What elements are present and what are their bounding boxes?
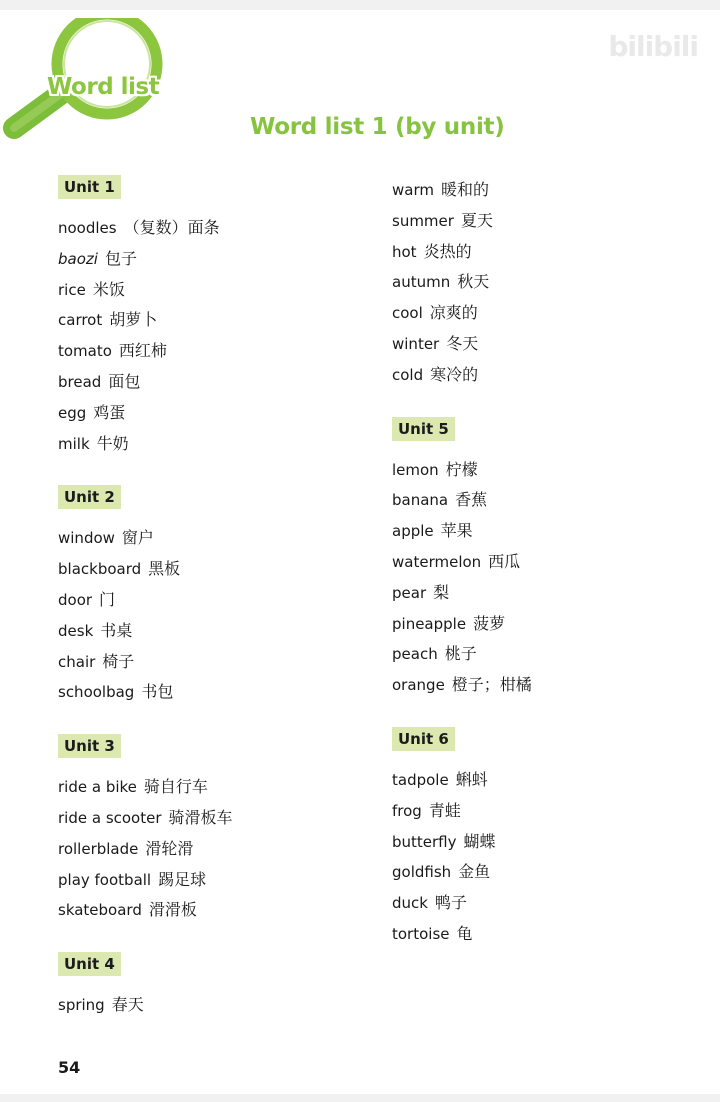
word-entry xyxy=(392,578,532,609)
chinese-meaning: 书包 xyxy=(141,682,174,702)
word-entry xyxy=(392,206,532,237)
english-word: tadpole xyxy=(392,770,449,789)
word-entry xyxy=(392,485,532,516)
english-word: pear xyxy=(392,583,427,602)
english-word: tomato xyxy=(58,342,112,361)
word-entry xyxy=(58,523,233,554)
word-entry xyxy=(58,429,233,460)
chinese-meaning: 踢足球 xyxy=(158,869,207,889)
right-column xyxy=(392,175,532,950)
word-entry xyxy=(58,213,233,244)
word-entry xyxy=(58,305,233,336)
word-entry xyxy=(58,803,233,834)
english-word: orange xyxy=(392,676,445,695)
word-entry xyxy=(392,298,532,329)
chinese-meaning: 包子 xyxy=(104,248,137,268)
chinese-meaning: 鸭子 xyxy=(434,893,467,913)
english-word: lemon xyxy=(392,460,439,479)
chinese-meaning: 金鱼 xyxy=(458,862,491,882)
chinese-meaning: 冬天 xyxy=(446,333,479,353)
english-word: hot xyxy=(392,242,417,261)
chinese-meaning: 黑板 xyxy=(148,559,181,579)
chinese-meaning: 菠萝 xyxy=(473,613,506,633)
word-entry xyxy=(392,237,532,268)
section-gap xyxy=(58,459,233,485)
english-word: watermelon xyxy=(392,552,482,571)
english-word: winter xyxy=(392,334,440,353)
english-word: tortoise xyxy=(392,924,450,943)
page-number: 54 xyxy=(58,1058,81,1077)
word-entry xyxy=(58,677,233,708)
unit-label: Unit 2 xyxy=(58,485,121,509)
english-word: ride a bike xyxy=(58,778,137,797)
english-word: spring xyxy=(58,996,105,1015)
word-entry xyxy=(58,865,233,896)
word-entry xyxy=(58,336,233,367)
english-word: skateboard xyxy=(58,901,142,920)
section-gap xyxy=(58,926,233,952)
english-word: ride a scooter xyxy=(58,808,162,827)
chinese-meaning: 西瓜 xyxy=(488,551,521,571)
english-word: bread xyxy=(58,372,102,391)
chinese-meaning: 滑轮滑 xyxy=(145,838,194,858)
english-word: noodles xyxy=(58,219,117,237)
word-entry xyxy=(58,895,233,926)
chinese-meaning: 骑自行车 xyxy=(143,777,208,797)
english-word: carrot xyxy=(58,311,103,330)
logo-text: Word list xyxy=(47,74,160,100)
word-entry xyxy=(392,455,532,486)
word-entry xyxy=(392,827,532,858)
english-word: play football xyxy=(58,870,152,889)
english-word: autumn xyxy=(392,273,451,292)
word-entry xyxy=(392,670,532,701)
word-entry xyxy=(392,765,532,796)
word-entry xyxy=(58,990,233,1021)
section-gap xyxy=(392,701,532,727)
chinese-meaning: 门 xyxy=(99,589,116,609)
chinese-meaning: 面包 xyxy=(108,371,141,391)
unit-label: Unit 4 xyxy=(58,952,121,976)
word-entry xyxy=(58,616,233,647)
english-word: duck xyxy=(392,894,428,913)
english-word: apple xyxy=(392,522,434,541)
english-word: chair xyxy=(58,652,96,671)
word-entry xyxy=(58,554,233,585)
english-word: baozi xyxy=(58,249,98,268)
chinese-meaning: 书桌 xyxy=(100,620,133,640)
chinese-meaning: 牛奶 xyxy=(96,433,129,453)
unit-label: Unit 5 xyxy=(392,417,455,441)
chinese-meaning: 橙子；柑橘 xyxy=(451,675,532,695)
english-word: cold xyxy=(392,365,424,384)
chinese-meaning: 梨 xyxy=(433,582,450,602)
english-word: schoolbag xyxy=(58,683,135,702)
section-gap xyxy=(58,708,233,734)
english-word: peach xyxy=(392,645,438,664)
unit-label: Unit 3 xyxy=(58,734,121,758)
unit-label: Unit 6 xyxy=(392,727,455,751)
word-list-logo xyxy=(0,18,175,143)
chinese-meaning: 秋天 xyxy=(457,272,490,292)
section-gap xyxy=(392,391,532,417)
english-word: butterfly xyxy=(392,832,457,851)
word-entry xyxy=(392,639,532,670)
english-word: banana xyxy=(392,491,449,510)
english-word: blackboard xyxy=(58,560,142,579)
word-entry xyxy=(392,796,532,827)
word-entry xyxy=(392,857,532,888)
chinese-meaning: 苹果 xyxy=(440,521,473,541)
english-word: pineapple xyxy=(392,614,467,633)
top-strip xyxy=(0,0,720,10)
chinese-meaning: 鸡蛋 xyxy=(93,402,126,422)
english-word: milk xyxy=(58,434,90,453)
page-title: Word list 1 (by unit) xyxy=(250,114,505,140)
chinese-meaning: 炎热的 xyxy=(423,241,472,261)
word-entry xyxy=(58,834,233,865)
chinese-meaning: 椅子 xyxy=(102,651,135,671)
chinese-meaning: 蝌蚪 xyxy=(455,769,488,789)
word-entry xyxy=(392,547,532,578)
word-entry xyxy=(58,398,233,429)
word-entry xyxy=(58,275,233,306)
chinese-meaning: （复数）面条 xyxy=(123,218,220,237)
chinese-meaning: 胡萝卜 xyxy=(109,310,158,330)
word-entry xyxy=(58,367,233,398)
left-column xyxy=(58,175,233,1021)
bilibili-watermark: bilibili xyxy=(608,30,698,63)
chinese-meaning: 香蕉 xyxy=(455,490,488,510)
chinese-meaning: 骑滑板车 xyxy=(168,807,233,827)
chinese-meaning: 春天 xyxy=(111,995,144,1015)
english-word: rice xyxy=(58,280,86,299)
english-word: summer xyxy=(392,211,454,230)
word-entry xyxy=(392,888,532,919)
word-entry xyxy=(392,267,532,298)
chinese-meaning: 青蛙 xyxy=(428,800,461,820)
word-entry xyxy=(392,609,532,640)
chinese-meaning: 窗户 xyxy=(121,528,154,548)
word-entry xyxy=(392,329,532,360)
word-entry xyxy=(392,360,532,391)
english-word: door xyxy=(58,590,93,609)
chinese-meaning: 暖和的 xyxy=(440,180,489,199)
chinese-meaning: 桃子 xyxy=(444,644,477,664)
english-word: rollerblade xyxy=(58,839,139,858)
word-entry xyxy=(392,516,532,547)
word-entry xyxy=(58,647,233,678)
bottom-strip xyxy=(0,1094,720,1102)
english-word: desk xyxy=(58,621,94,640)
english-word: window xyxy=(58,529,115,548)
chinese-meaning: 米饭 xyxy=(92,279,125,299)
english-word: frog xyxy=(392,801,422,820)
word-entry xyxy=(392,175,532,206)
word-entry xyxy=(58,244,233,275)
word-entry xyxy=(392,919,532,950)
word-entry xyxy=(58,772,233,803)
english-word: goldfish xyxy=(392,863,452,882)
english-word: warm xyxy=(392,181,434,199)
chinese-meaning: 蝴蝶 xyxy=(463,831,496,851)
chinese-meaning: 柠檬 xyxy=(445,459,478,479)
word-entry xyxy=(58,585,233,616)
chinese-meaning: 龟 xyxy=(456,923,473,943)
unit-label: Unit 1 xyxy=(58,175,121,199)
english-word: cool xyxy=(392,304,423,323)
chinese-meaning: 西红柿 xyxy=(118,341,167,361)
chinese-meaning: 滑滑板 xyxy=(148,900,197,920)
english-word: egg xyxy=(58,403,87,422)
chinese-meaning: 夏天 xyxy=(460,210,493,230)
chinese-meaning: 寒冷的 xyxy=(430,364,479,384)
chinese-meaning: 凉爽的 xyxy=(429,303,478,323)
